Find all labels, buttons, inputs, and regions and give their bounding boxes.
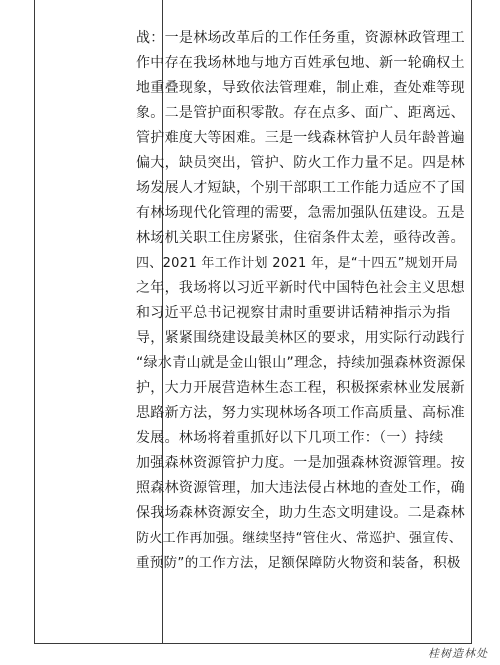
text-line: 重预防”的工作方法，足额保障防火物资和装备，积极 — [136, 555, 461, 571]
text-line: 林场机关职工住房紧张，住宿条件太差，亟待改善。 — [136, 230, 465, 246]
text-line: 作中存在我场林地与地方百姓承包地、新一轮确权土 — [136, 55, 465, 71]
document-body — [136, 26, 466, 576]
text-line: 四、2021 年工作计划 2021 年，是“十四五”规划开局 — [136, 256, 459, 271]
text-line: 照森林资源管理，加大违法侵占林地的查处工作，确 — [136, 480, 465, 496]
text-line: 战：一是林场改革后的工作任务重，资源林政管理工 — [136, 30, 465, 46]
text-line: 场发展人才短缺，个别干部职工工作能力适应不了国 — [136, 180, 465, 196]
text-line: 导，紧紧围绕建设最美林区的要求，用实际行动践行 — [136, 330, 465, 346]
text-line: 发展。林场将着重抓好以下几项工作：（一）持续 — [136, 430, 444, 446]
footer-stamp: 桂树造林处 — [428, 647, 488, 660]
text-line: 防火工作再加强。继续坚持“管住火、常巡护、强宣传、 — [136, 531, 463, 546]
text-line: 保我场森林资源安全，助力生态文明建设。二是森林 — [136, 505, 465, 521]
text-line: 加强森林资源管护力度。一是加强森林资源管理。按 — [136, 455, 465, 471]
text-line: 管护难度大等困难。三是一线森林管护人员年龄普遍 — [136, 130, 465, 146]
text-line: 有林场现代化管理的需要，急需加强队伍建设。五是 — [136, 205, 465, 221]
text-line: 之年，我场将以习近平新时代中国特色社会主义思想 — [136, 280, 465, 296]
text-line: 护，大力开展营造林生态工程，积极探索林业发展新 — [136, 380, 465, 396]
text-line: 和习近平总书记视察甘肃时重要讲话精神指示为指 — [136, 305, 451, 321]
text-line: “绿水青山就是金山银山”理念，持续加强森林资源保 — [136, 355, 466, 371]
text-line: 思路新方法，努力实现林场各项工作高质量、高标准 — [136, 405, 465, 421]
text-line: 象。二是管护面积零散。存在点多、面广、距离远、 — [136, 105, 465, 121]
text-line: 偏大，缺员突出，管护、防火工作力量不足。四是林 — [136, 155, 465, 171]
text-line: 地重叠现象，导致依法管理难，制止难，查处难等现 — [136, 80, 465, 96]
